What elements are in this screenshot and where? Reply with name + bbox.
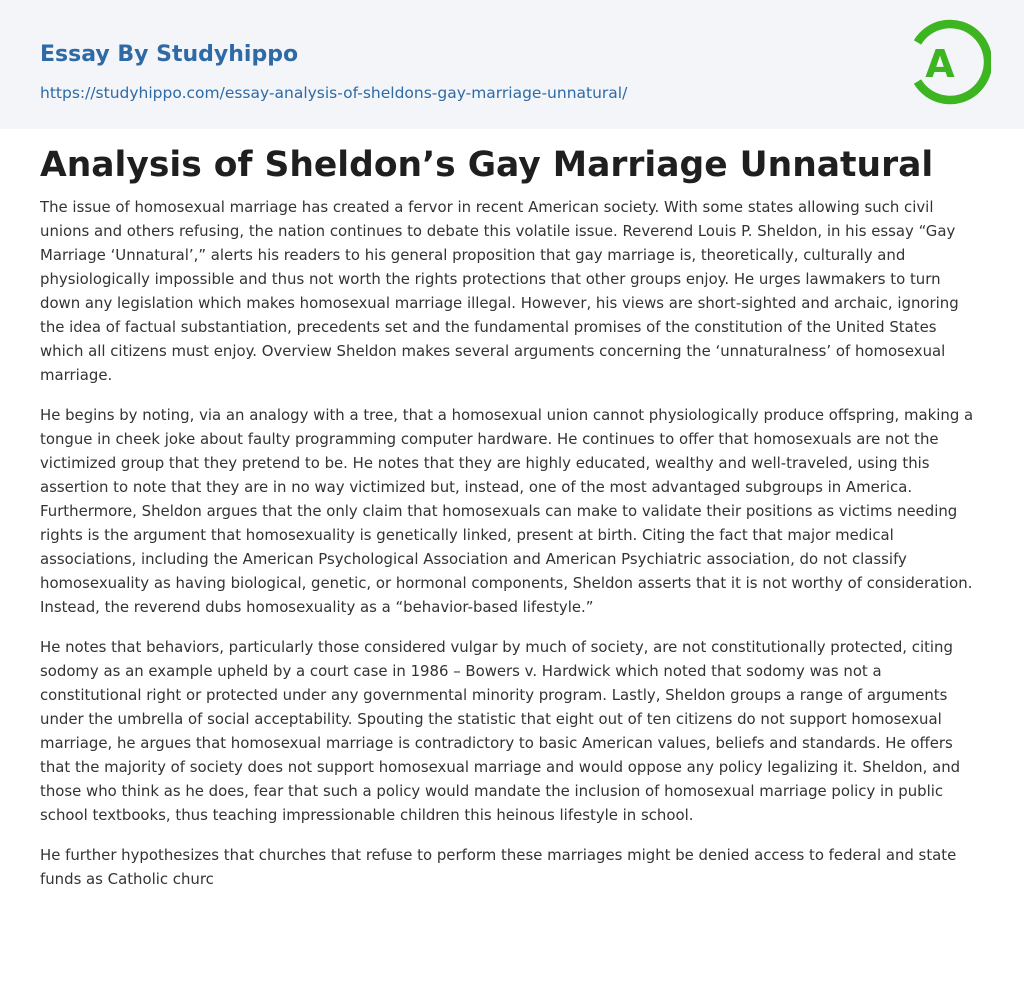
page-title: Analysis of Sheldon’s Gay Marriage Unnatural [40,145,934,185]
essay-url-link[interactable]: https://studyhippo.com/essay-analysis-of-sheldons-gay-marriage-unnatural/ [40,84,628,102]
essay-paragraph: He further hypothesizes that churches that refuse to perform these marriages might be denied access to federal and state funds as Catholic churc [40,846,957,888]
essay-body [40,195,984,907]
site-header [0,0,1024,129]
studyhippo-logo-icon[interactable] [903,18,991,106]
essay-paragraph: He notes that behaviors, particularly those considered vulgar by much of society, are not constitutionally protected, citing sodomy as an example upheld by a court case in 1986 – Bowers v. Hardwick which noted that sodomy was not a constitutional right or protected under any governmental minority program. Lastly, Sheldon groups a range of arguments under the umbrella of social acceptability. Spouting the statistic that eight out of ten citizens do not support homosexual marriage, he argues that homosexual marriage is contradictory to basic American values, beliefs and standards. He offers that the majority of society does not support homosexual marriage and would oppose any policy legalizing it. Sheldon, and those who think as he does, fear that such a policy would mandate the inclusion of homosexual marriage policy in public school textbooks, thus teaching impressionable children this heinous lifestyle in school. [40,638,961,824]
essay-paragraph: The issue of homosexual marriage has created a fervor in recent American society. With some states allowing such civil unions and others refusing, the nation continues to debate this volatile issue. Reverend Louis P. Sheldon, in his essay “Gay Marriage ‘Unnatural’,” alerts his readers to his general proposition that gay marriage is, theoretically, culturally and physiologically impossible and thus not worth the rights protections that other groups enjoy. He urges lawmakers to turn down any legislation which makes homosexual marriage illegal. However, his views are short-sighted and archaic, ignoring the idea of factual substantiation, precedents set and the fundamental promises of the constitution of the United States which all citizens must enjoy. Overview Sheldon makes several arguments concerning the ‘unnaturalness’ of homosexual marriage. [40,198,959,384]
site-brand[interactable]: Essay By Studyhippo [40,42,299,67]
logo-letter: A [925,42,955,86]
essay-paragraph: He begins by noting, via an analogy with a tree, that a homosexual union cannot physiologically produce offspring, making a tongue in cheek joke about faulty programming computer hardware. He continues to offer that homosexuals are not the victimized group that they pretend to be. He notes that they are highly educated, wealthy and well-traveled, using this assertion to note that they are in no way victimized but, instead, one of the most advantaged subgroups in America. Furthermore, Sheldon argues that the only claim that homosexuals can make to validate their positions as victims needing rights is the argument that homosexuality is genetically linked, present at birth. Citing the fact that major medical associations, including the American Psychological Association and American Psychiatric association, do not classify homosexuality as having biological, genetic, or hormonal components, Sheldon asserts that it is not worthy of consideration. Instead, the reverend dubs homosexuality as a “behavior-based lifestyle.” [40,406,974,616]
